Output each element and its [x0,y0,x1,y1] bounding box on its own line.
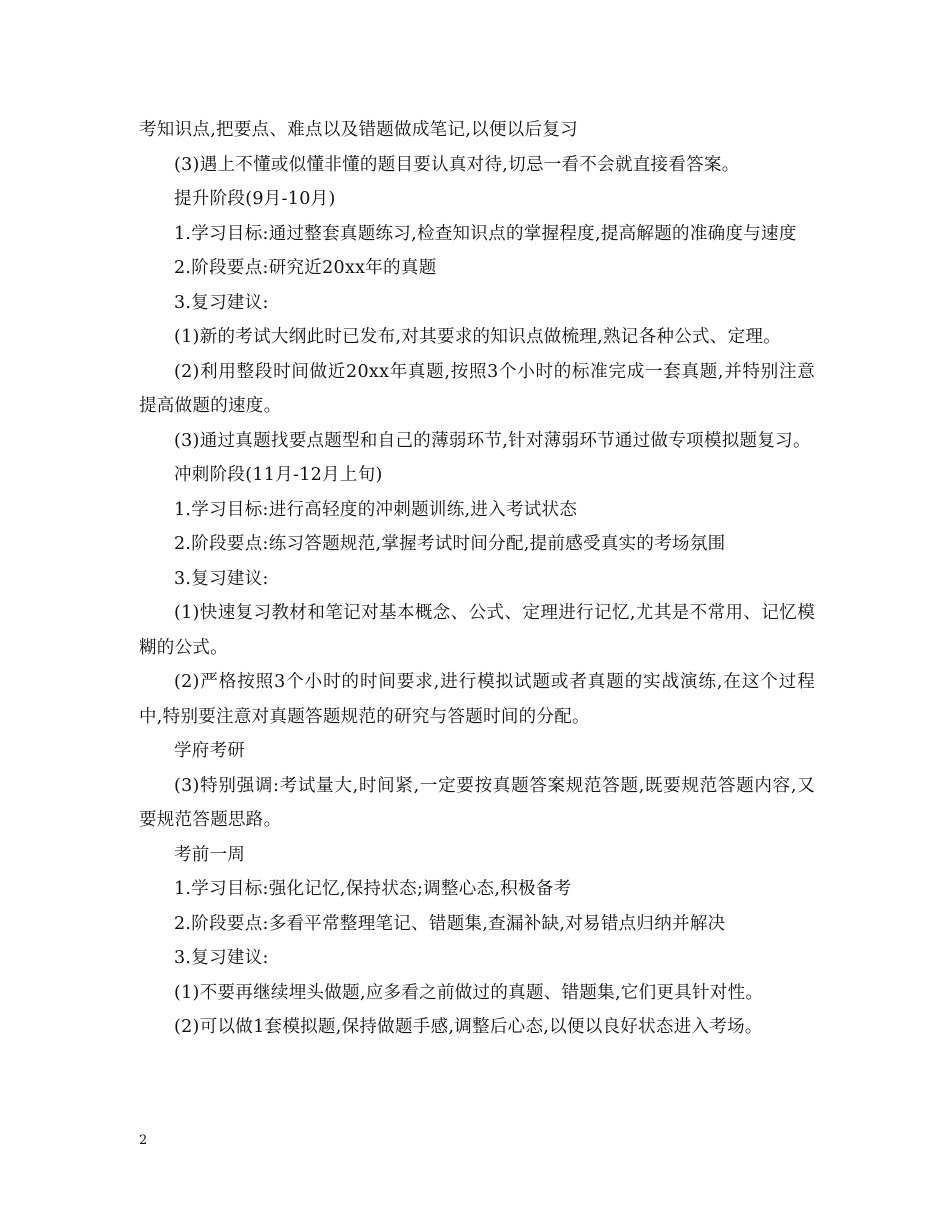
paragraph: 2.阶段要点:练习答题规范,掌握考试时间分配,提前感受真实的考场氛围 [174,534,726,554]
section-heading: 冲刺阶段(11月-12月上旬) [174,465,383,485]
paragraph: 3.复习建议: [174,292,269,313]
paragraph: (2)利用整段时间做近20xx年真题,按照3个小时的标准完成一套真题,并特别注意提高做题的速度。 [139,361,815,416]
paragraph: 2.阶段要点:研究近20xx年的真题 [174,258,437,278]
paragraph: 3.复习建议: [174,948,269,968]
paragraph: (3)通过真题找要点题型和自己的薄弱环节,针对薄弱环节通过做专项模拟题复习。 [174,430,811,451]
paragraph: 1.学习目标:通过整套真题练习,检查知识点的掌握程度,提高解题的准确度与速度 [174,223,797,244]
page-number: 2 [139,1133,148,1148]
paragraph: 1.学习目标:进行高轻度的冲刺题训练,进入考试状态 [174,499,578,520]
paragraph: 考知识点,把要点、难点以及错题做成笔记,以便以后复习 [139,120,578,140]
paragraph: (1)新的考试大纲此时已发布,对其要求的知识点做梳理,熟记各种公式、定理。 [174,327,782,347]
paragraph: (3)特别强调:考试量大,时间紧,一定要按真题答案规范答题,既要规范答题内容,又要规范答题思路。 [139,775,815,830]
document-body [139,113,815,1045]
paragraph: 1.学习目标:强化记忆,保持状态;调整心态,积极备考 [174,879,572,899]
paragraph: 3.复习建议: [174,568,269,589]
paragraph: (1)不要再继续埋头做题,应多看之前做过的真题、错题集,它们更具针对性。 [174,982,764,1003]
paragraph: (1)快速复习教材和笔记对基本概念、公式、定理进行记忆,尤其是不常用、记忆模糊的公式。 [139,603,815,658]
section-heading: 提升阶段(9月-10月) [174,189,336,209]
section-heading: 考前一周 [174,844,246,865]
paragraph: (2)可以做1套模拟题,保持做题手感,调整后心态,以便以良好状态进入考场。 [174,1017,763,1037]
paragraph: (2)严格按照3个小时的时间要求,进行模拟试题或者真题的实战演练,在这个过程中,特别要注意对真题答题规范的研究与答题时间的分配。 [139,672,815,727]
paragraph: 2.阶段要点:多看平常整理笔记、错题集,查漏补缺,对易错点归纳并解决 [174,913,726,934]
paragraph: (3)遇上不懂或似懂非懂的题目要认真对待,切忌一看不会就直接看答案。 [174,154,740,175]
watermark-line: 学府考研 [174,741,246,761]
